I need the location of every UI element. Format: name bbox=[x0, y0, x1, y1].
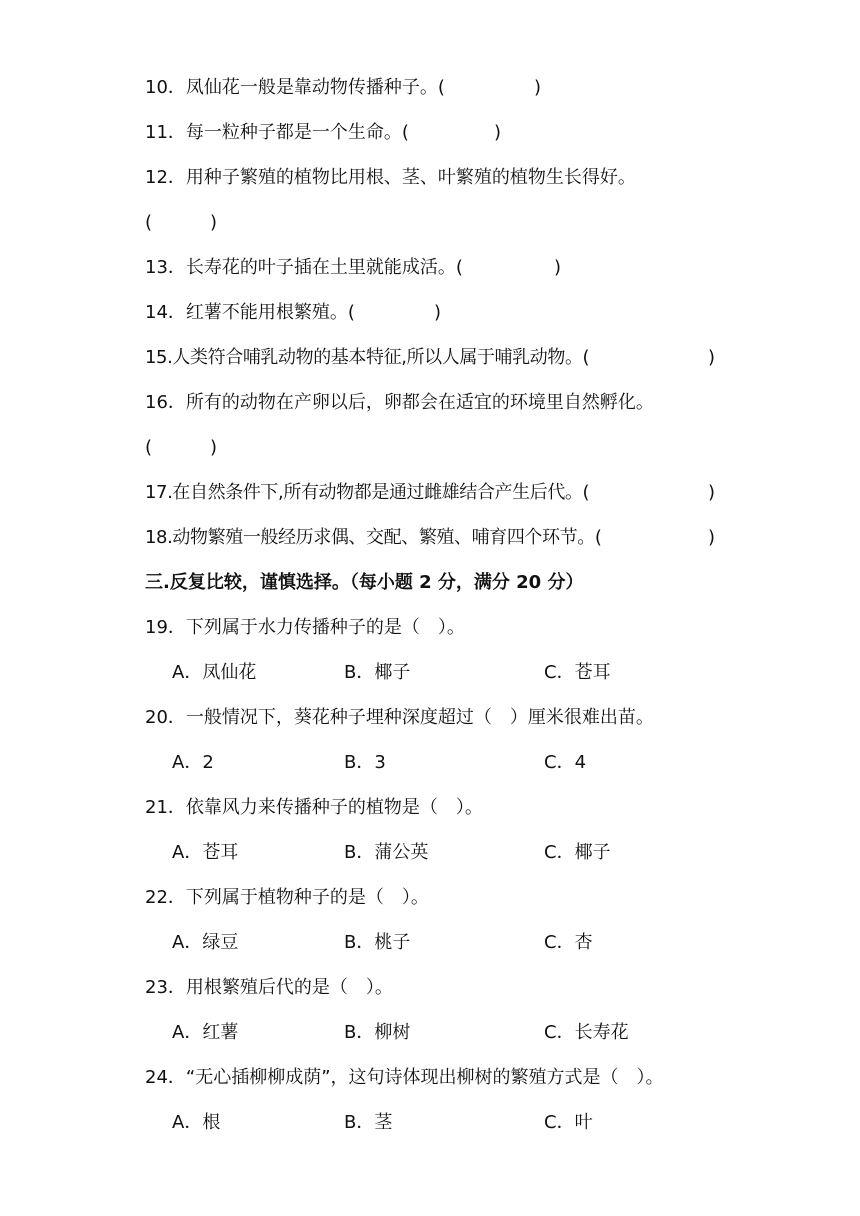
question-text: 15.人类符合哺乳动物的基本特征,所以人属于哺乳动物。( bbox=[145, 347, 590, 368]
answer-blank-close: ) bbox=[210, 437, 218, 458]
answer-blank-close: ) bbox=[494, 122, 502, 143]
question-22: 22．下列属于植物种子的是（ ）。 bbox=[145, 887, 429, 908]
question-text: 17.在自然条件下,所有动物都是通过雌雄结合产生后代。( bbox=[145, 482, 590, 503]
answer-blank-open: ( bbox=[145, 212, 153, 233]
option-c: C．苍耳 bbox=[544, 662, 611, 683]
option-a: A．2 bbox=[172, 752, 214, 773]
question-24: 24．“无心插柳柳成荫”，这句诗体现出柳树的繁殖方式是（ ）。 bbox=[145, 1067, 664, 1088]
answer-blank-close: ) bbox=[534, 77, 542, 98]
question-text: 11．每一粒种子都是一个生命。( bbox=[145, 122, 409, 143]
option-c: C．叶 bbox=[544, 1112, 593, 1133]
question-text: 12．用种子繁殖的植物比用根、茎、叶繁殖的植物生长得好。 bbox=[145, 167, 636, 188]
question-17 bbox=[145, 480, 589, 506]
option-b: B．椰子 bbox=[344, 662, 411, 683]
answer-blank-close: ) bbox=[210, 212, 218, 233]
question-19: 19．下列属于水力传播种子的是（ ）。 bbox=[145, 617, 465, 638]
option-a: A．根 bbox=[172, 1112, 221, 1133]
option-b: B．3 bbox=[344, 752, 386, 773]
answer-blank-close: ) bbox=[708, 347, 716, 368]
option-b: B．柳树 bbox=[344, 1022, 411, 1043]
option-b: B．茎 bbox=[344, 1112, 393, 1133]
option-c: C．杏 bbox=[544, 932, 593, 953]
option-c: C．4 bbox=[544, 752, 587, 773]
question-11 bbox=[145, 120, 409, 146]
answer-blank-close: ) bbox=[434, 302, 442, 323]
option-c: C．长寿花 bbox=[544, 1022, 629, 1043]
question-text: 10．凤仙花一般是靠动物传播种子。( bbox=[145, 77, 445, 98]
question-text: 18.动物繁殖一般经历求偶、交配、繁殖、哺育四个环节。( bbox=[145, 527, 602, 548]
question-15 bbox=[145, 345, 589, 371]
option-a: A．苍耳 bbox=[172, 842, 239, 863]
question-21: 21．依靠风力来传播种子的植物是（ ）。 bbox=[145, 797, 483, 818]
answer-blank-close: ) bbox=[554, 257, 562, 278]
question-13 bbox=[145, 255, 463, 281]
answer-blank-close: ) bbox=[708, 527, 716, 548]
question-20: 20．一般情况下，葵花种子埋种深度超过（ ）厘米很难出苗。 bbox=[145, 707, 654, 728]
answer-blank-close: ) bbox=[708, 482, 716, 503]
option-a: A．绿豆 bbox=[172, 932, 239, 953]
section-heading: 三.反复比较，谨慎选择。（每小题 2 分，满分 20 分） bbox=[145, 572, 584, 593]
question-text: 13．长寿花的叶子插在土里就能成活。( bbox=[145, 257, 463, 278]
question-12-answer bbox=[145, 210, 152, 236]
question-text: 16．所有的动物在产卵以后，卵都会在适宜的环境里自然孵化。 bbox=[145, 392, 654, 413]
option-b: B．桃子 bbox=[344, 932, 411, 953]
option-c: C．椰子 bbox=[544, 842, 611, 863]
question-16 bbox=[145, 390, 654, 416]
question-text: 14．红薯不能用根繁殖。( bbox=[145, 302, 355, 323]
answer-blank-open: ( bbox=[145, 437, 153, 458]
option-a: A．凤仙花 bbox=[172, 662, 257, 683]
question-14 bbox=[145, 300, 355, 326]
question-23: 23．用根繁殖后代的是（ ）。 bbox=[145, 977, 393, 998]
option-b: B．蒲公英 bbox=[344, 842, 429, 863]
question-12 bbox=[145, 165, 636, 191]
question-10 bbox=[145, 75, 445, 101]
question-18 bbox=[145, 525, 601, 551]
question-16-answer bbox=[145, 435, 152, 461]
option-a: A．红薯 bbox=[172, 1022, 239, 1043]
